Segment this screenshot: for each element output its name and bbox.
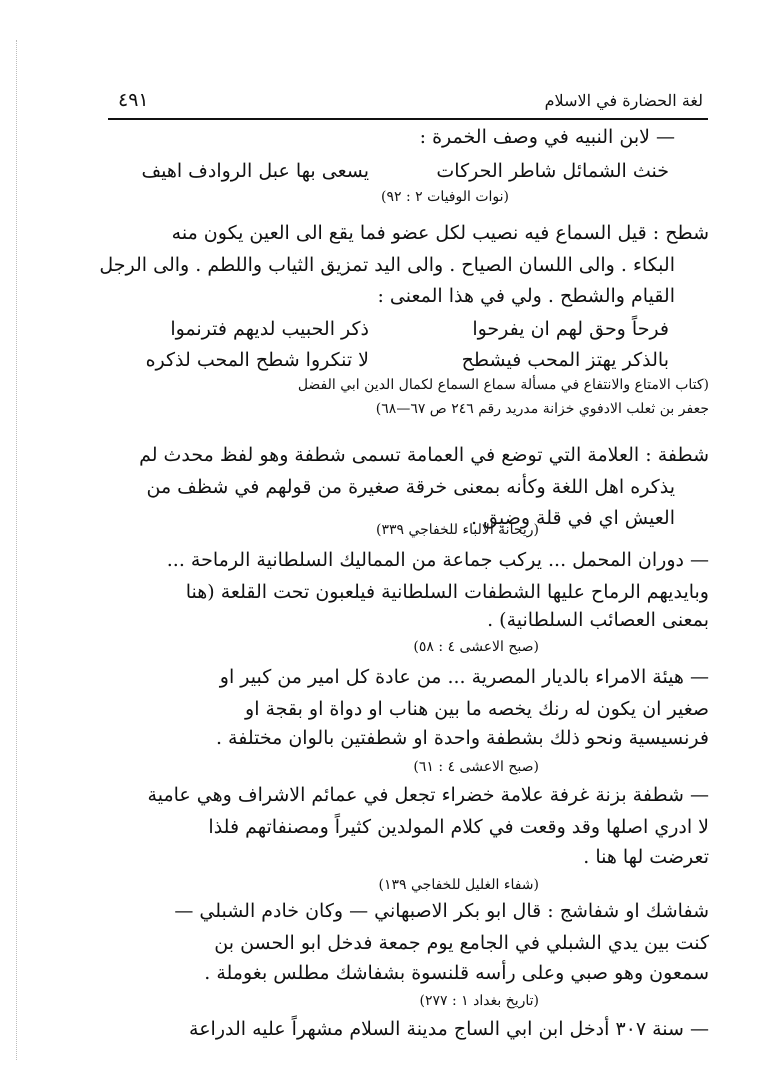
running-title: لغة الحضارة في الاسلام xyxy=(544,90,703,110)
text-line: وبايديهم الرماح عليها الشطفات السلطانية فيلعبون تحت القلعة (هنا xyxy=(185,581,709,603)
text-line: — دوران المحمل ... يركب جماعة من المماليك السلطانية الرماحة ... xyxy=(166,549,709,571)
citation: (ريحانة الالباء للخفاجي ٣٣٩) xyxy=(375,522,539,538)
text-line: صغير ان يكون له رنك يخصه ما بين هناب او دواة او بقجة او xyxy=(245,698,709,720)
text-line: — هيئة الامراء بالديار المصرية ... من عادة كل امير من كبير او xyxy=(219,666,709,688)
citation: (نوات الوفيات ٢ : ٩٢) xyxy=(381,189,509,205)
text-line: سمعون وهو صبي وعلى رأسه قلنسوة بشفاشك مطلس بغوملة . xyxy=(204,962,709,984)
text-line: البكاء . والى اللسان الصياح . والى اليد تمزيق الثياب واللطم . والى الرجل xyxy=(99,254,675,276)
page-header xyxy=(118,86,703,114)
citation: (صبح الاعشى ٤ : ٦١) xyxy=(413,759,539,775)
verse-hemistich: يسعى بها عبل الروادف اهيف xyxy=(141,160,369,182)
text-line: فرنسيسية ونحو ذلك بشطفة واحدة او شطفتين بالوان مختلفة . xyxy=(215,727,709,749)
text-line: شطفة : العلامة التي توضع في العمامة تسمى شطفة وهو لفظ محدث لم xyxy=(139,444,709,466)
citation: (صبح الاعشى ٤ : ٥٨) xyxy=(413,639,539,655)
text-line: يذكره اهل اللغة وكأنه بمعنى خرقة صغيرة من قولهم في شظف من xyxy=(146,476,675,498)
citation: (كتاب الامتاع والانتفاع في مسألة سماع السماع لكمال الدين ابي الفضل xyxy=(297,377,709,393)
text-line: — شطفة بزنة غرفة علامة خضراء تجعل في عمائم الاشراف وهي عامية xyxy=(147,784,709,806)
citation: جعفر بن ثعلب الادفوي خزانة مدريد رقم ٢٤٦ ص ٦٧—٦٨) xyxy=(375,401,709,417)
verse-hemistich: بالذكر يهتز المحب فيشطح xyxy=(461,349,669,371)
text-line: العيش اي في قلة وضيق . xyxy=(471,507,675,529)
verse-hemistich: لا تنكروا شطح المحب لذكره xyxy=(145,349,369,371)
header-rule xyxy=(108,118,708,120)
verse-hemistich: فرحاً وحق لهم ان يفرحوا xyxy=(472,318,669,340)
text-line: كنت بين يدي الشبلي في الجامع يوم جمعة فدخل ابو الحسن بن xyxy=(214,932,709,954)
text-line: — لابن النبيه في وصف الخمرة : xyxy=(419,126,675,148)
text-line: شفاشك او شفاشج : قال ابو بكر الاصبهاني — وكان خادم الشبلي — xyxy=(174,900,709,922)
text-line: لا ادري اصلها وقد وقعت في كلام المولدين كثيراً ومصنفاتهم فلذا xyxy=(208,816,709,838)
verse-hemistich: ذكر الحبيب لديهم فترنموا xyxy=(170,318,369,340)
text-line: القيام والشطح . ولي في هذا المعنى : xyxy=(377,285,675,307)
verse-hemistich: خنث الشمائل شاطر الحركات xyxy=(436,160,669,182)
text-line: شطح : قيل السماع فيه نصيب لكل عضو فما يقع الى العين يكون منه xyxy=(171,222,709,244)
scan-margin xyxy=(16,40,27,1060)
page-number: ٤٩١ xyxy=(118,89,149,111)
citation: (شفاء الغليل للخفاجي ١٣٩) xyxy=(378,877,539,893)
citation: (تاريخ بغداد ١ : ٢٧٧) xyxy=(419,993,539,1009)
text-line: — سنة ٣٠٧ أدخل ابن ابي الساج مدينة السلام مشهراً عليه الدراعة xyxy=(189,1018,709,1040)
text-line: بمعنى العصائب السلطانية) . xyxy=(487,609,709,631)
text-line: تعرضت لها هنا . xyxy=(583,846,709,868)
